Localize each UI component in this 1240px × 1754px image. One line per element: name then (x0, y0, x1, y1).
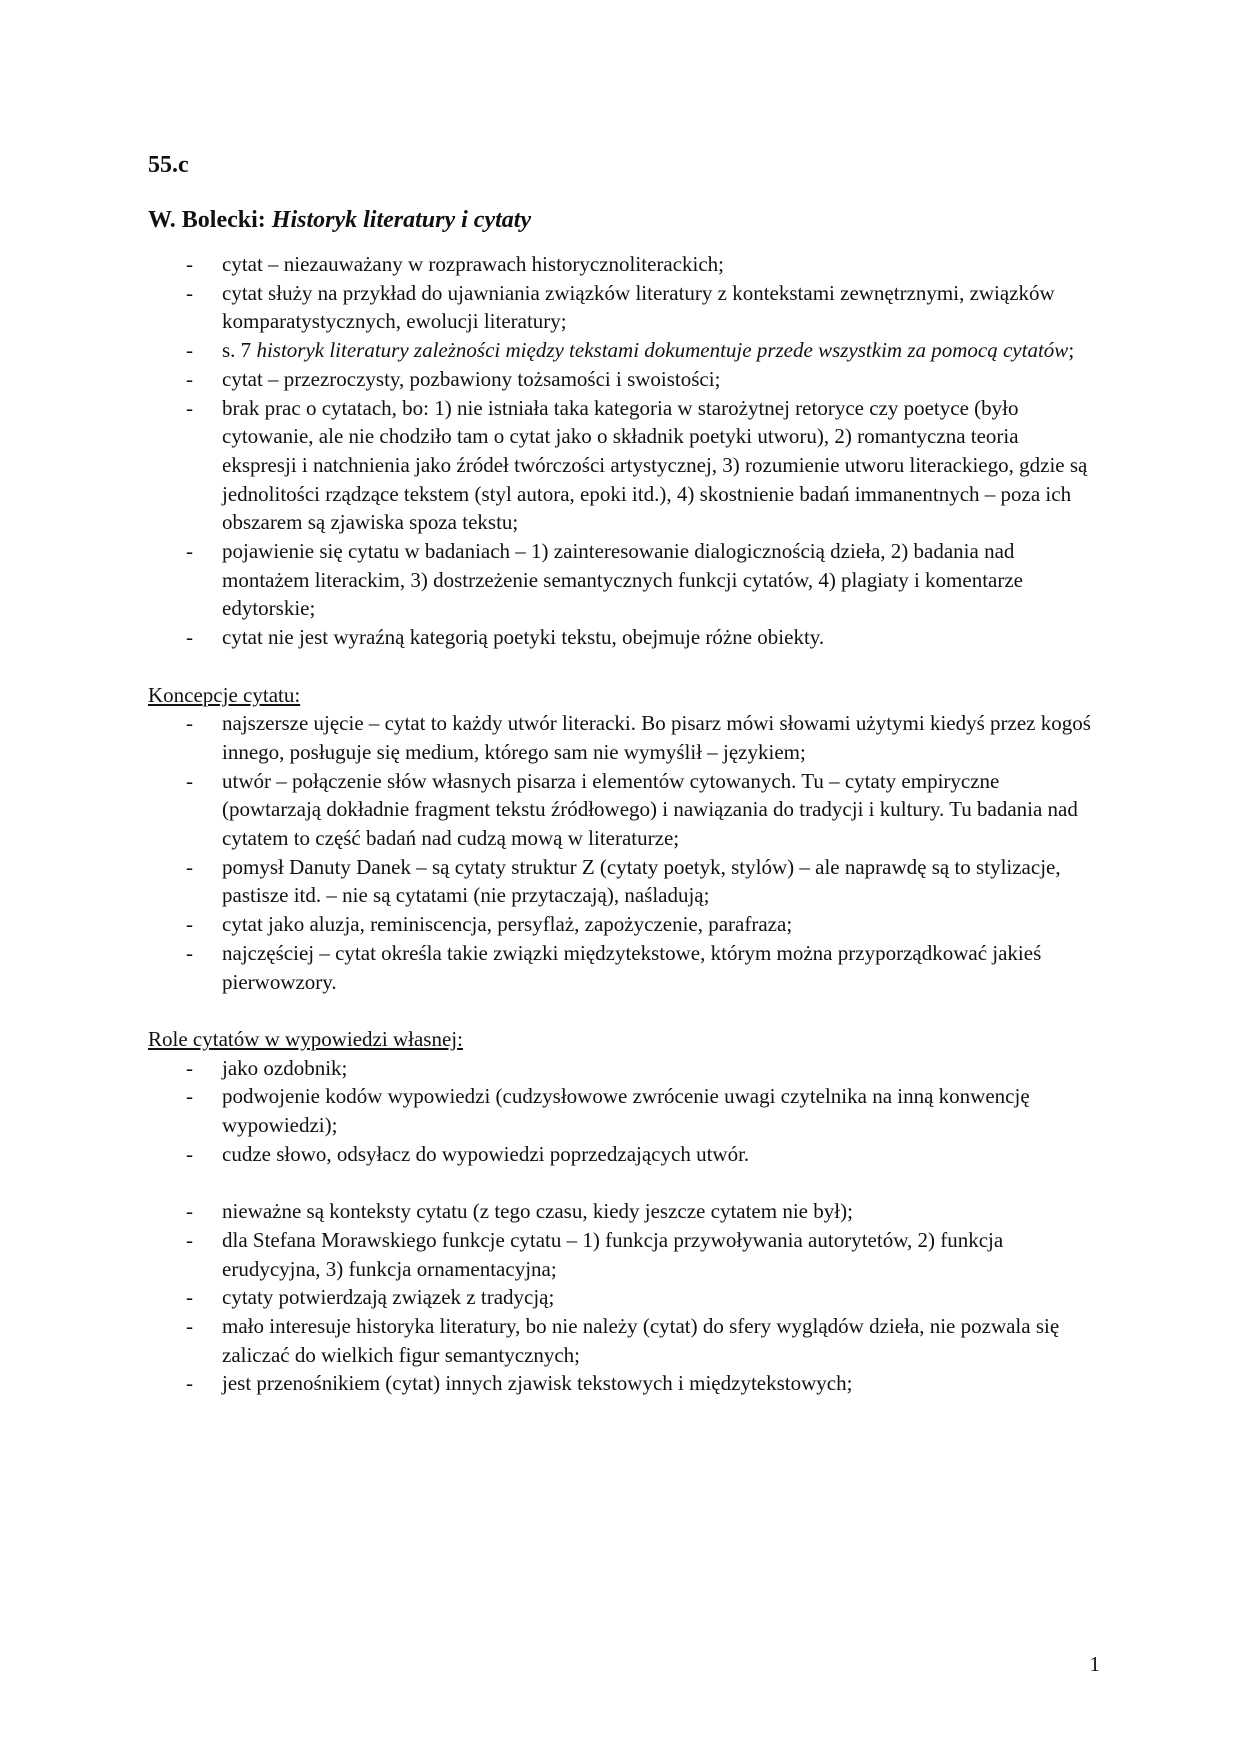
page-content (148, 150, 1098, 1398)
list-item: - pomysł Danuty Danek – są cytaty struktur Z (cytaty poetyk, stylów) – ale naprawdę są to stylizacje, pastisze itd. – nie są cytatami (nie przytaczają), naśladują; (148, 853, 1098, 910)
list-item: - najszersze ujęcie – cytat to każdy utwór literacki. Bo pisarz mówi słowami użytymi kiedyś przez kogoś innego, posługuje się medium, którego sam nie wymyślił – językiem; (148, 709, 1098, 766)
list-item: - jest przenośnikiem (cytat) innych zjawisk tekstowych i międzytekstowych; (148, 1369, 1098, 1398)
roles-heading: Role cytatów w wypowiedzi własnej: (148, 1026, 463, 1051)
spacer (148, 652, 1098, 681)
quote-suffix: ; (1068, 338, 1075, 363)
concepts-heading: Koncepcje cytatu: (148, 682, 301, 707)
list-item: - pojawienie się cytatu w badaniach – 1) zainteresowanie dialogicznością dzieła, 2) badania nad montażem literackim, 3) dostrzeżenie semantycznych funkcji cytatów, 4) plagiaty i komentarze edytorskie; (148, 537, 1098, 623)
list-item: - cytat służy na przykład do ujawniania związków literatury z kontekstami zewnętrznymi, związków komparatystycznych, ewolucji literatury; (148, 279, 1098, 336)
list-item: - dla Stefana Morawskiego funkcje cytatu – 1) funkcja przywoływania autorytetów, 2) funkcja erudycyjna, 3) funkcja ornamentacyjna; (148, 1226, 1098, 1283)
list-item: - cudze słowo, odsyłacz do wypowiedzi poprzedzających utwór. (148, 1140, 1098, 1169)
roles-list (148, 1054, 1098, 1169)
list-item (148, 336, 1098, 365)
intro-list (148, 250, 1098, 652)
list-item: - najczęściej – cytat określa takie związki międzytekstowe, którym można przyporządkować jakieś pierwowzory. (148, 939, 1098, 996)
list-item: - utwór – połączenie słów własnych pisarza i elementów cytowanych. Tu – cytaty empiryczne (powtarzają dokładnie fragment tekstu źródłowego) i nawiązania do tradycji i kultury. Tu badania nad cytatem to część badań nad cudzą mową w literaturze; (148, 767, 1098, 853)
list-item: - mało interesuje historyka literatury, bo nie należy (cytat) do sfery wyglądów dzieła, nie pozwala się zaliczać do wielkich figur semantycznych; (148, 1312, 1098, 1369)
quote-prefix: s. 7 (222, 338, 257, 363)
final-list (148, 1197, 1098, 1398)
section-number: 55.c (148, 152, 189, 178)
quote-text: historyk literatury zależności między tekstami dokumentuje przede wszystkim za pomocą cytatów (256, 338, 1069, 363)
list-item: - cytat nie jest wyraźną kategorią poetyki tekstu, obejmuje różne obiekty. (148, 623, 1098, 652)
spacer (148, 996, 1098, 1025)
spacer (148, 1168, 1098, 1197)
title-work: Historyk literatury i cytaty (271, 207, 532, 233)
list-item: - jako ozdobnik; (148, 1054, 1098, 1083)
page-number: 1 (1089, 1652, 1100, 1676)
list-item: - nieważne są konteksty cytatu (z tego czasu, kiedy jeszcze cytatem nie był); (148, 1197, 1098, 1226)
list-item: - podwojenie kodów wypowiedzi (cudzysłowowe zwrócenie uwagi czytelnika na inną konwencję wypowiedzi); (148, 1082, 1098, 1139)
document-title (148, 205, 1098, 235)
list-item: - cytaty potwierdzają związek z tradycją; (148, 1283, 1098, 1312)
list-item: - cytat – przezroczysty, pozbawiony tożsamości i swoistości; (148, 365, 1098, 394)
list-item: - brak prac o cytatach, bo: 1) nie istniała taka kategoria w starożytnej retoryce czy poetyce (było cytowanie, ale nie chodziło tam o cytat jako o składnik poetyki utworu), 2) romantyczna teoria ekspresji i natchnienia jako źródeł twórczości artystycznej, 3) rozumienie utworu literackiego, gdzie są jednolitości rządzące tekstem (styl autora, epoki itd.), 4) skostnienie badań immanentnych – poza ich obszarem są zjawiska spoza tekstu; (148, 394, 1098, 538)
concepts-list (148, 709, 1098, 996)
title-author: W. Bolecki: (148, 207, 272, 233)
list-item: - cytat jako aluzja, reminiscencja, persyflaż, zapożyczenie, parafraza; (148, 910, 1098, 939)
list-item: - cytat – niezauważany w rozprawach historycznoliterackich; (148, 250, 1098, 279)
